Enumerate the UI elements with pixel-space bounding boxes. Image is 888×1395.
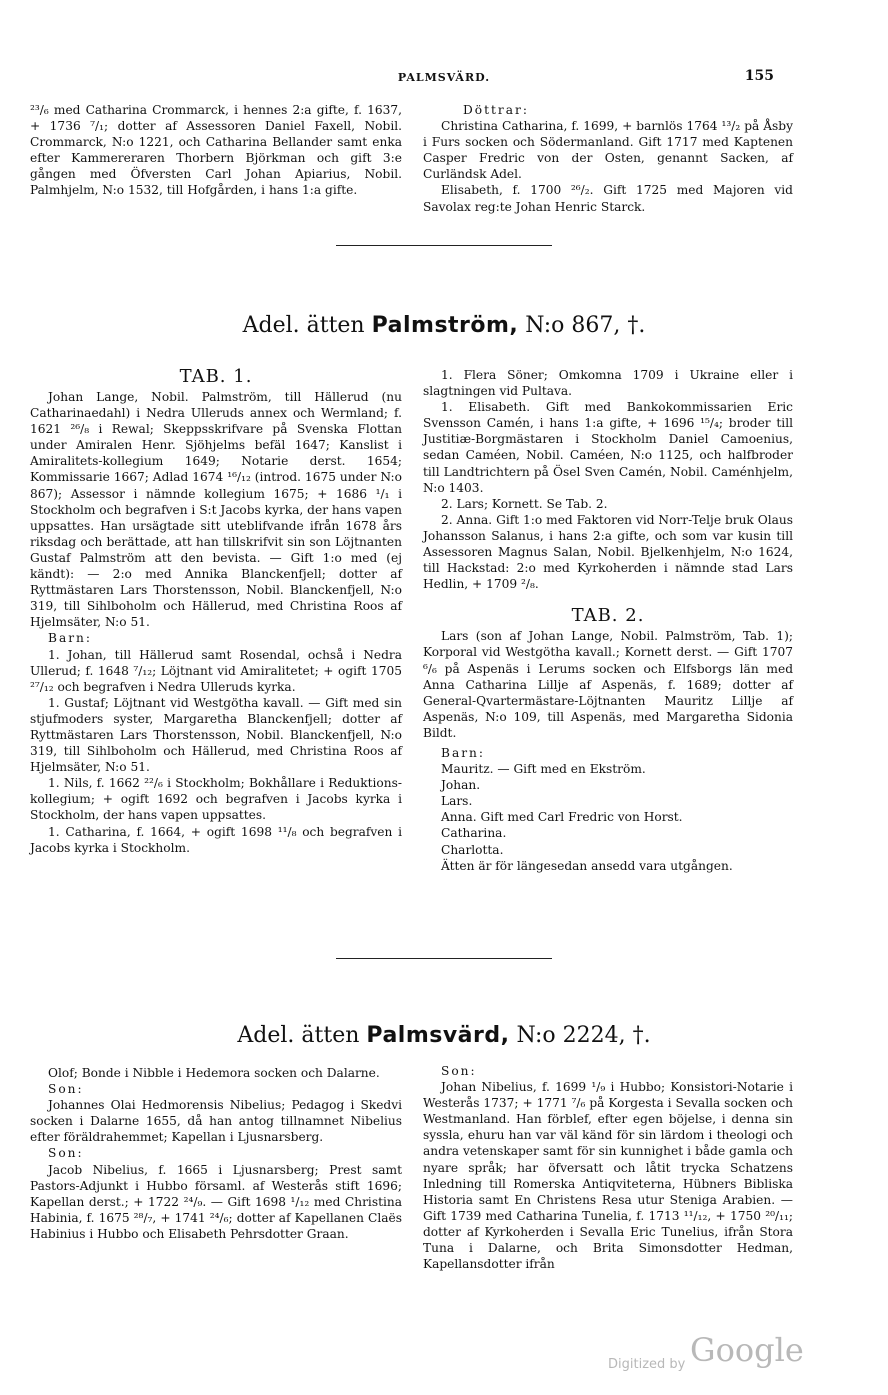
olof-entry: Olof; Bonde i Nibble i Hedemora socken och Dalarne. bbox=[48, 1066, 380, 1080]
running-head bbox=[0, 66, 888, 86]
heading-number: N:o 867, †. bbox=[525, 313, 646, 338]
heading-prefix: Adel. ätten bbox=[242, 313, 365, 338]
child-entry: 1. Catharina, f. 1664, + ogift 1698 ¹¹/₈ och begrafven i Jacobs kyrka i Stockholm. bbox=[30, 824, 402, 855]
palmsvard-right-column bbox=[423, 1063, 793, 1272]
running-head-title: PALMSVÄRD. bbox=[397, 71, 491, 84]
family-name: Palmström, bbox=[371, 313, 519, 338]
child-entry: Charlotta. bbox=[441, 842, 504, 857]
watermark-brand: Google bbox=[690, 1331, 804, 1369]
child-entry: 2. Lars; Kornett. Se Tab. 2. bbox=[441, 496, 608, 511]
page-number: 155 bbox=[744, 68, 774, 84]
johan-nibelius-entry: Johan Nibelius, f. 1699 ¹/₉ i Hubbo; Konsistori-Notarie i Westerås 1737; + 1771 ⁷/₆ på Korgesta i Sevalla socken och Westmanland. Han förblef, efter egen böjelse, i denna sin syssla, ehuru han var väl känd för sin lärdom i theologi och andra vetenskaper samt för sin kunnighet i både gamla och nyare språk; har öfversatt och låtit trycka Schatzens Inledning till Romerska Antiqviteterna, Hübners Bibliska Historia samt En Christens Resa utur Steniga Arabien. — Gift 1739 med Catharina Tunelia, f. 1713 ¹¹/₁₂, + 1750 ²⁰/₁₁; dotter af Kyrkoherden i Sevalla Eric Tunelius, ifrån Stora Tuna i Dalarne, och Brita Simonsdotter Hedman, Kapellansdotter ifrån bbox=[423, 1080, 793, 1272]
child-entry: Mauritz. — Gift med en Ekström. bbox=[441, 762, 646, 777]
watermark-prefix: Digitized by bbox=[608, 1357, 686, 1372]
tab-2-title: TAB. 2. bbox=[571, 605, 645, 627]
child-entry: Catharina. bbox=[441, 826, 507, 841]
dottrar-label: Döttrar: bbox=[463, 103, 529, 117]
son-label: Son: bbox=[441, 1064, 477, 1078]
child-entry: 1. Nils, f. 1662 ²²/₆ i Stockholm; Bokhållare i Reduktions-kollegium; + ogift 1692 och begrafven i Jacobs kyrka i Stockholm, der hans vapen uppsattes. bbox=[30, 776, 402, 823]
lars-entry: Lars (son af Johan Lange, Nobil. Palmström, Tab. 1); Korporal vid Westgötha kavall.; Kornett derst. — Gift 1707 ⁶/₆ på Aspenäs i Lerums socken och Elfsborgs län med Anna Catharina Lillje af Aspenäs, f. 1689; dotter af General-Qvartermästare-Löjtnanten Mauritz Lillje af Aspenäs, N:o 109, till Aspenäs, med Margaretha Sidonia Bildt. bbox=[423, 629, 793, 740]
son-label: Son: bbox=[48, 1146, 84, 1161]
palmsvard-heading bbox=[0, 1023, 888, 1049]
child-entry: Anna. Gift med Carl Fredric von Horst. bbox=[441, 810, 683, 825]
heading-number: N:o 2224, †. bbox=[516, 1023, 651, 1048]
daughter-entry: Christina Catharina, f. 1699, + barnlös 1764 ¹³/₂ på Åsby i Furs socken och Södermanland. Gift 1717 med Kaptenen Casper Fredric von der Osten, genannt Sacken, af Curländsk Adel. bbox=[423, 119, 793, 182]
heading-prefix: Adel. ätten bbox=[237, 1023, 360, 1048]
palmstrom-left-column bbox=[30, 365, 402, 856]
palmsvard-left-column bbox=[30, 1065, 402, 1242]
jacob-entry: Jacob Nibelius, f. 1665 i Ljusnarsberg; Prest samt Pastors-Adjunkt i Hubbo församl. af Westerås stift 1696; Kapellan derst.; + 1722 ²⁴/₉. — Gift 1698 ¹/₁₂ med Christina Habinia, f. 1675 ²⁸/₇, + 1741 ²⁴/₆; dotter af Kapellanen Claës Habinius i Hubbo och Elisabeth Pehrsdotter Graan. bbox=[30, 1162, 402, 1241]
child-entry: 2. Anna. Gift 1:o med Faktoren vid Norr-Telje bruk Olaus Johansson Salanus, i hans 2:a gifte, och som var kusin till Assessoren Magnus Salan, Nobil. Bjelkenhjelm, N:o 1624, till Hackstad: 2:o med Kyrkoherden i nämnde stad Lars Hedlin, + 1709 ²/₈. bbox=[423, 512, 793, 592]
palmstrom-heading bbox=[0, 313, 888, 339]
johannes-entry: Johannes Olai Hedmorensis Nibelius; Pedagog i Skedvi socken i Dalarne 1655, då han antog tillnamnet Nibelius efter föräldrahemmet; Kapellan i Ljusnarsberg. bbox=[30, 1098, 402, 1145]
child-entry: 1. Gustaf; Löjtnant vid Westgötha kavall. — Gift med sin stjufmoders syster, Margaretha Blanckenfjell; dotter af Ryttmästaren Lars Thorstensson, Nobil. Blanckenfjell, N:o 319, till Sihlboholm och Hällerud, med Christina Roos af Hjelmsäter, N:o 51. bbox=[30, 695, 402, 775]
child-entry: Johan. bbox=[441, 778, 481, 793]
continuation-paragraph: ²³/₆ med Catharina Crommarck, i hennes 2:a gifte, f. 1637, + 1736 ⁷/₁; dotter af Assessoren Daniel Faxell, Nobil. Crommarck, N:o 1221, och Catharina Bellander samt enka efter Kammereraren Thorbern Björkman och gift 3:e gången med Öfversten Carl Johan Apiarius, Nobil. Palmhjelm, N:o 1532, till Hofgården, i hans 1:a gifte. bbox=[30, 103, 402, 198]
section-divider bbox=[336, 958, 552, 959]
johan-lange-entry: Johan Lange, Nobil. Palmström, till Hällerud (nu Catharinaedahl) i Nedra Ulleruds annex och Wermland; f. 1621 ²⁶/₈ i Rewal; Skeppsskrifvare på Svenska Flottan under Amiralen Henr. Sjöhjelms befäl 1647; Kanslist i Amiralitets-kollegium 1649; Notarie derst. 1654; Kommissarie 1667; Adlad 1674 ¹⁶/₁₂ (introd. 1675 under N:o 867); Assessor i nämnde kollegium 1675; + 1686 ¹/₁ i Stockholm och begrafven i S:t Jacobs kyrka, der hans vapen uppsattes. Han ursägtade sitt uteblifvande ifrån 1678 års riksdag och berättade, att han tillskrifvit sin son Löjtnanten Gustaf Palmström att den bevista. — Gift 1:o med (ej kändt): — 2:o med Annika Blanckenfjell; dotter af Ryttmästaren Lars Thorstensson, Nobil. Blanckenfjell, N:o 319, till Sihlboholm och Hällerud, med Christina Roos af Hjelmsäter, N:o 51. bbox=[30, 390, 402, 630]
palmstrom-right-column bbox=[423, 367, 793, 874]
child-entry: Lars. bbox=[441, 794, 473, 809]
family-name: Palmsvärd, bbox=[366, 1023, 510, 1048]
son-label: Son: bbox=[48, 1082, 84, 1097]
barn-label: Barn: bbox=[441, 745, 486, 760]
top-right-column bbox=[423, 102, 793, 215]
child-entry: 1. Elisabeth. Gift med Bankokommissarien Eric Svensson Camén, i hans 1:a gifte, + 1696 ¹⁵/₄; broder till Justitiæ-Borgmästaren i Stockholm Daniel Camoenius, sedan Caméen, Nobil. Caméen, N:o 1125, och halfbroder till Landtrichtern på Ösel Sven Camén, Nobil. Caménhjelm, N:o 1403. bbox=[423, 400, 793, 495]
daughter-entry: Elisabeth, f. 1700 ²⁶/₂. Gift 1725 med Majoren vid Savolax reg:te Johan Henric Starck. bbox=[423, 183, 793, 214]
closing-note: Ätten är för längesedan ansedd vara utgången. bbox=[441, 858, 733, 873]
child-entry: 1. Johan, till Hällerud samt Rosendal, ochså i Nedra Ullerud; f. 1648 ⁷/₁₂; Löjtnant vid Amiralitetet; + ogift 1705 ²⁷/₁₂ och begrafven i Nedra Ulleruds kyrka. bbox=[30, 647, 402, 694]
tab-1-title: TAB. 1. bbox=[179, 366, 253, 387]
top-left-column bbox=[30, 102, 402, 199]
google-watermark bbox=[608, 1331, 808, 1380]
section-divider bbox=[336, 245, 552, 246]
barn-label: Barn: bbox=[48, 631, 93, 646]
child-entry: 1. Flera Söner; Omkomna 1709 i Ukraine eller i slagtningen vid Pultava. bbox=[423, 368, 793, 399]
